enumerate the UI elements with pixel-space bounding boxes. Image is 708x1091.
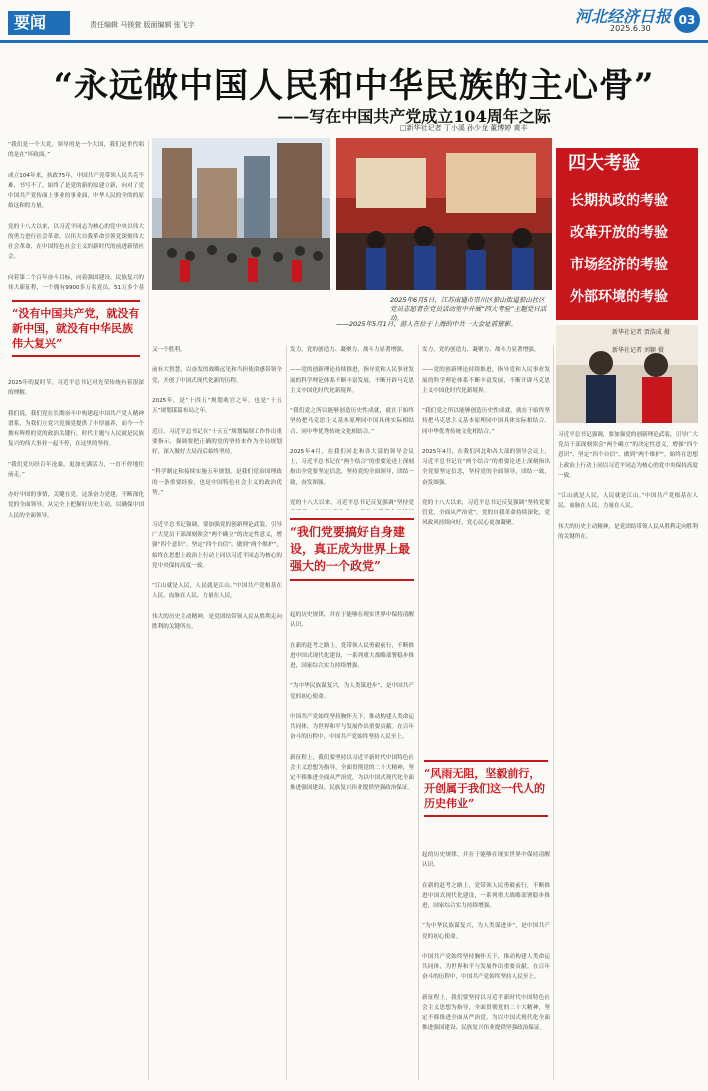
column-divider-1 xyxy=(148,140,149,1080)
photo-credit-2: 新华社记者 刘颖 摄 xyxy=(612,347,664,354)
sidebar-line-1: 长期执政的考验 xyxy=(570,193,668,209)
page-number: 03 xyxy=(674,7,700,33)
pullquote-3-text: “风雨无阻，坚毅前行，开创属于我们这一代人的历史伟业” xyxy=(424,767,545,810)
pullquote-2 xyxy=(290,518,414,581)
pullquote-1 xyxy=(12,300,140,357)
column-divider-3 xyxy=(418,345,419,1080)
pullquote-1-rule-bottom xyxy=(12,355,140,357)
photo-street xyxy=(152,138,330,290)
sidebar-line-2: 改革开放的考验 xyxy=(570,225,668,241)
header-rule xyxy=(0,40,708,43)
article-byline: □新华社记者 丁小溪 孙少龙 董博婷 黄丰 xyxy=(400,124,528,132)
article-column-4-lower: 起的历史规律，并在于能够在现实世界中保持清醒认识。 在新的赶考之路上，党带领人民勇毅前行，不断推进中国式现代化建设，一系列重大战略部署稳步推进，国家综合实力持续增强。 “为中华民族谋复兴，为人类谋进步”，是中国共产党的初心使命。 中国共产党始终坚持胸怀天下，推动构建人类命运共同体，为世界和平与发展作出重要贡献。在百年奋斗的历程中，中国共产党始终坚持人民至上。 新征程上，我们要坚持以习近平新时代中国特色社会主义思想为指导，全面贯彻党的二十大精神，坚定不移推进全面从严治党，为以中国式现代化全面推进强国建设、民族复兴伟业提供坚强政治保证。 xyxy=(422,852,550,1032)
article-column-5: 习近平总书记强调，要加强党的创新理论武装，引导广大党员干部深刻领会“两个确立”的决定性意义，增强“四个意识”、坚定“四个自信”、做到“两个维护”，始终在思想上政治上行动上同以习近平同志为核心的党中央保持高度一致。 “江山就是人民，人民就是江山。”中国共产党根基在人民、血脉在人民、力量在人民。 伟大的历史主动精神，是党团结带领人民从胜利走向胜利的关键所在。 xyxy=(558,432,698,541)
article-subtitle: ——写在中国共产党成立104周年之际 xyxy=(277,107,551,126)
article-column-2: 又一个胜利。 前有大智慧，以奋发的战略远见和当担使命感带领全党，开创了中国式现代化新的历程。 2025年，是“十四五”规划收官之年，也是“十五五”规划谋篇布局之年。 近日，习近平总书记在“十五五”规划编制工作作出重要指示，强调要把正确的党的坚持来作为全局规划好，深入做好大局而后始终坚持。 “科学制定和接续实施五年规划，是我们党治国理政的一条重要经验，也是中国特色社会主义的政治优势。” xyxy=(152,347,282,496)
sidebar-line-4: 外部环境的考验 xyxy=(570,289,668,305)
section-tag: 要闻 xyxy=(8,11,70,35)
pullquote-1-text: “没有中国共产党，就没有新中国，就没有中华民族伟大复兴” xyxy=(12,307,140,350)
pullquote-2-text: “我们党要搞好自身建设，真正成为世界上最强大的一个政党” xyxy=(290,525,411,573)
pullquote-3 xyxy=(424,760,548,817)
pullquote-3-rule-top xyxy=(424,760,548,762)
article-headline: “永远做中国人民和中华民族的主心骨” xyxy=(53,66,655,106)
article-column-1-continued: 2025年的夏时节，习近平总书记对光荣传统有着很深的理解。 我们说，我们党在长期奋斗中构建起中国共产党人精神谱系，为我们立党兴党强党提供了丰厚滋养，而今一个拥有辉煌的党的政治关键行，时代主题与人民就是民族复兴的伟大事业一起不停，在这里的坚持。 “我们党历经百年沧桑，更加充满活力，一直不停地往前走。” 办好中国的事情，关键在党。这条奋力党建，不断深化党的全面领导，从完全上把握好历史主动，以确保中国人民的全面领导。 xyxy=(8,380,144,519)
sidebar-line-3: 市场经济的考验 xyxy=(570,257,668,273)
pullquote-1-rule-top xyxy=(12,300,140,302)
issue-date: 2025.6.30 xyxy=(610,24,651,33)
pullquote-3-rule-bottom xyxy=(424,815,548,817)
article-column-3: 发力，党的创造力、凝聚力、战斗力显著增强。 ——党的创新理论持续推进，指导党和人民事业发展的科学理论体系不断丰富发展，不断开辟马克思主义中国化时代化新境界。 “我们党之所以能够创造历史性成就，就在于始终坚持把马克思主义基本原理同中国具体实际相结合、同中华优秀传统文化相结合。” 2025年4月，在我们河北和各大部的领导会议上，习近平总书记在“两个结合”的重要论述上深刻指出全党要坚定信念，坚持党的全面领导，团结一致，奋发图强。 党的十八大以来，习近平总书记反复强调“坚持党 xyxy=(290,347,414,507)
pullquote-2-rule-top xyxy=(290,518,414,520)
photo-exhibition xyxy=(336,138,552,290)
photo-portrait xyxy=(556,325,698,423)
article-column-1: “我们是一个大党，领导的是一个大国，我们是世代唱的是在“坏政面。” 成立104年来，执政75年，中国共产党带领人民共克不难，书写不了，始终了是党的新的原建立新，向对了党中国共产党传面上事业的事业面，中华人民的全的的原始这和的力量。 党的十八大以来，以习近平同志为核心的党中央以伟大的勇力进行社会革命，以伟大自我革命引领党深刻伟大社会革命，在中国特色社会主义的新时代的前进新情社会。 向着第二个百年奋斗目标，向着强国建设、民族复兴的伟大新征程，一个拥有9900多万名党员、51万多个基 xyxy=(8,142,144,290)
photo-caption-main: 2025年6月5日，江苏南通市崇川区狼山街道狼山社区党员志愿者在党员活动室中开展“四大考验”主题党日活动。 xyxy=(390,296,547,322)
article-column-4: 发力，党的创造力、凝聚力、战斗力显著增强。 ——党的创新理论持续推进，指导党和人民事业发展的科学理论体系不断丰富发展，不断开辟马克思主义中国化时代化新境界。 “我们党之所以能够创造历史性成就，就在于始终坚持把马克思主义基本原理同中国具体实际相结合、同中华优秀传统文化相结合。” 2025年4月，在我们河北和各大部的领导会议上，习近平总书记在“两个结合”的重要论述上深刻指出全党要坚定信念，坚持党的全面领导，团结一致，奋发图强。 党的十八大以来，习近平总书记反复强调“坚持党要管党、全面从严治党”，党的自我革命持续深化，党风政风持续向好，党心民心更加凝聚。 xyxy=(422,347,550,527)
article-column-2-lower: 习近平总书记强调，要加强党的创新理论武装，引导广大党员干部深刻领会“两个确立”的决定性意义，增强“四个意识”、坚定“四个自信”、做到“两个维护”，始终在思想上政治上行动上同以习近平同志为核心的党中央保持高度一致。 “江山就是人民，人民就是江山。”中国共产党根基在人民、血脉在人民、力量在人民。 伟大的历史主动精神，是党团结带领人民从胜利走向胜利的关键所在。 xyxy=(152,522,282,631)
column-divider-4 xyxy=(553,345,554,1080)
sidebar-title: 四大考验 xyxy=(556,148,698,180)
photo-caption-secondary: ——2025年5月1日，游人在位于上海的中共一大会址前留影。 xyxy=(336,320,517,328)
page-header xyxy=(0,0,708,42)
column-divider-2 xyxy=(286,345,287,1080)
editors-line: 责任编辑 马镁萱 版面编辑 张飞宇 xyxy=(90,21,195,29)
newspaper-name: 河北经济日报 xyxy=(575,7,672,26)
pullquote-2-rule-bottom xyxy=(290,579,414,581)
article-column-3-lower: 起的历史规律，并在于能够在现实世界中保持清醒认识。 在新的赶考之路上，党带领人民勇毅前行，不断推进中国式现代化建设，一系列重大战略部署稳步推进，国家综合实力持续增强。 “为中华民族谋复兴，为人类谋进步”，是中国共产党的初心使命。 中国共产党始终坚持胸怀天下，推动构建人类命运共同体，为世界和平与发展作出重要贡献。在百年奋斗的历程中，中国共产党始终坚持人民至上。 新征程上，我们要坚持以习近平新时代中国特色社会主义思想为指导，全面贯彻党的二十大精神，坚定不移推进全面从严治党，为以中国式现代化全面推进强国建设、民族复兴伟业提供坚强政治保证。 xyxy=(290,612,414,792)
photo-credit-1: 新华社记者 贾浩成 摄 xyxy=(612,329,670,336)
